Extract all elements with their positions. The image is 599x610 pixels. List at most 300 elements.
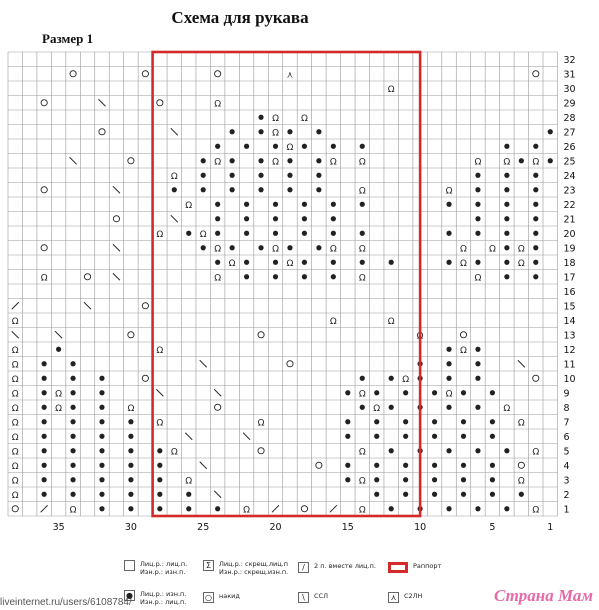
yarn-over-circle — [41, 187, 47, 193]
ssk-mark — [200, 462, 207, 469]
row-number: 13 — [563, 330, 576, 342]
twisted-stitch-mark: Ω — [272, 244, 279, 255]
twisted-stitch-mark: Ω — [460, 345, 467, 356]
size-label: Размер 1 — [42, 31, 94, 46]
purl-dot — [258, 129, 263, 134]
row-number: 19 — [563, 243, 576, 255]
purl-dot — [360, 202, 365, 207]
row-number: 12 — [563, 344, 576, 356]
purl-dot — [42, 463, 47, 468]
ssk-mark — [113, 273, 120, 280]
row-number: 26 — [563, 141, 576, 153]
purl-dot — [389, 506, 394, 511]
purl-dot — [287, 129, 292, 134]
twisted-stitch-mark: Ω — [474, 273, 482, 284]
legend-item-s2kp — [388, 592, 422, 603]
purl-dot — [42, 405, 47, 410]
purl-dot — [475, 216, 480, 221]
row-number: 21 — [563, 214, 576, 226]
twisted-stitch-mark: Ω — [214, 244, 222, 255]
purl-dot — [446, 260, 451, 265]
twisted-stitch-mark: Ω — [156, 345, 164, 356]
row-number: 17 — [563, 272, 576, 284]
purl-dot — [42, 376, 47, 381]
purl-dot — [490, 434, 495, 439]
row-number: 3 — [563, 475, 570, 487]
twisted-stitch-mark: Ω — [460, 258, 467, 269]
watermark-url: liveinternet.ru/users/6108784/ — [0, 597, 132, 608]
ssk-mark — [214, 491, 221, 498]
double-decrease-icon: ⋏ — [388, 592, 399, 603]
purl-dot — [504, 173, 509, 178]
twisted-stitch-mark: Ω — [257, 418, 265, 429]
legend-text: Изн.р.: скрещ.изн.п. — [219, 568, 289, 576]
purl-dot — [215, 144, 220, 149]
twisted-stitch-mark: Ω — [185, 200, 193, 211]
purl-dot — [316, 129, 321, 134]
legend-item-k2tog — [298, 562, 376, 573]
yarn-over-circle — [518, 462, 524, 468]
purl-dot — [446, 376, 451, 381]
row-number: 29 — [563, 98, 576, 110]
twisted-stitch-mark: Ω — [185, 476, 193, 487]
purl-dot — [331, 144, 336, 149]
purl-dot — [99, 390, 104, 395]
purl-dot — [533, 231, 538, 236]
purl-dot — [128, 419, 133, 424]
purl-dot — [374, 434, 379, 439]
purl-dot — [345, 477, 350, 482]
twisted-stitch-mark: Ω — [11, 345, 19, 356]
ssk-mark — [113, 244, 120, 251]
ssk-mark — [12, 331, 19, 338]
legend-text: Изн.р.: изн.п. — [140, 568, 186, 576]
twisted-stitch-mark: Ω — [358, 505, 366, 516]
purl-dot — [403, 419, 408, 424]
ssk-mark — [84, 302, 91, 309]
yarn-over-circle — [287, 361, 293, 367]
row-number: 20 — [563, 228, 576, 240]
yarn-over-circle — [142, 71, 148, 77]
yarn-over-circle — [99, 129, 105, 135]
purl-dot — [99, 405, 104, 410]
twisted-stitch-mark: Ω — [387, 316, 395, 327]
row-number: 30 — [563, 83, 576, 95]
purl-dot — [302, 216, 307, 221]
twisted-stitch-mark: Ω — [402, 374, 410, 385]
twisted-stitch-mark: Ω — [373, 403, 381, 414]
ssk-mark — [243, 433, 250, 440]
purl-dot — [99, 477, 104, 482]
purl-dot — [128, 448, 133, 453]
purl-dot — [128, 506, 133, 511]
twisted-stitch-mark: Ω — [445, 389, 453, 400]
purl-dot — [504, 202, 509, 207]
twisted-stitch-mark: Ω — [416, 331, 424, 342]
purl-dot — [244, 231, 249, 236]
row-number: 4 — [563, 460, 570, 472]
purl-dot — [56, 347, 61, 352]
yarn-over-circle — [258, 448, 264, 454]
twisted-stitch-mark: Ω — [358, 447, 366, 458]
purl-dot — [302, 231, 307, 236]
purl-dot — [273, 260, 278, 265]
row-number: 25 — [563, 156, 576, 168]
row-number: 22 — [563, 199, 576, 211]
purl-dot — [287, 187, 292, 192]
purl-dot — [42, 390, 47, 395]
twisted-stitch-icon: Ʃ — [203, 560, 214, 571]
purl-dot — [70, 376, 75, 381]
empty-square-icon — [124, 560, 135, 571]
column-number: 5 — [489, 522, 496, 533]
purl-dot — [533, 202, 538, 207]
yarn-over-circle — [41, 245, 47, 251]
purl-dot — [302, 202, 307, 207]
purl-dot — [504, 260, 509, 265]
purl-dot — [475, 202, 480, 207]
legend-item-twisted — [203, 560, 288, 576]
purl-dot — [432, 463, 437, 468]
twisted-stitch-mark: Ω — [199, 229, 207, 240]
purl-dot — [533, 260, 538, 265]
purl-dot — [99, 376, 104, 381]
purl-dot — [360, 144, 365, 149]
purl-dot — [504, 245, 509, 250]
purl-dot — [533, 173, 538, 178]
purl-dot — [201, 187, 206, 192]
purl-dot — [374, 419, 379, 424]
twisted-stitch-mark: Ω — [272, 113, 279, 124]
purl-dot — [230, 129, 235, 134]
purl-dot — [201, 158, 206, 163]
twisted-stitch-mark: Ω — [517, 244, 525, 255]
yarn-over-circle — [215, 404, 221, 410]
purl-dot — [99, 434, 104, 439]
purl-dot — [533, 274, 538, 279]
yarn-over-circle — [84, 274, 90, 280]
purl-dot — [70, 405, 75, 410]
legend-text: Раппорт — [413, 562, 442, 570]
legend-text: 2 п. вместе лиц.п. — [314, 562, 376, 570]
purl-dot — [345, 434, 350, 439]
purl-dot — [70, 477, 75, 482]
purl-dot — [316, 158, 321, 163]
ssk-mark — [98, 99, 105, 106]
twisted-stitch-mark: Ω — [11, 490, 19, 501]
twisted-stitch-mark: Ω — [474, 157, 482, 168]
twisted-stitch-mark: Ω — [272, 157, 279, 168]
purl-dot — [157, 492, 162, 497]
purl-dot — [302, 144, 307, 149]
purl-dot — [432, 434, 437, 439]
row-number: 10 — [563, 373, 576, 385]
yarn-over-circle — [113, 216, 119, 222]
purl-dot — [475, 405, 480, 410]
purl-dot — [157, 506, 162, 511]
legend-text: ССЛ — [314, 592, 328, 600]
twisted-stitch-mark: Ω — [11, 389, 19, 400]
purl-dot — [475, 260, 480, 265]
twisted-stitch-mark: Ω — [329, 157, 337, 168]
purl-dot — [273, 216, 278, 221]
legend-text: Изн.р.: лиц.п. — [140, 598, 187, 606]
purl-dot — [230, 187, 235, 192]
purl-dot — [70, 434, 75, 439]
purl-dot — [504, 187, 509, 192]
purl-dot — [287, 158, 292, 163]
twisted-stitch-mark: Ω — [40, 273, 48, 284]
twisted-stitch-mark: Ω — [11, 418, 19, 429]
twisted-stitch-mark: Ω — [503, 157, 511, 168]
legend-item-repeat — [388, 562, 441, 573]
yarn-over-circle — [12, 506, 18, 512]
column-number: 15 — [341, 522, 354, 533]
column-number: 35 — [52, 522, 65, 533]
purl-dot — [432, 477, 437, 482]
purl-dot — [461, 492, 466, 497]
purl-dot — [403, 492, 408, 497]
row-number: 7 — [563, 417, 570, 429]
purl-dot — [533, 187, 538, 192]
yarn-over-circle — [157, 100, 163, 106]
purl-dot — [70, 390, 75, 395]
ssk-mark — [214, 389, 221, 396]
ssk-mark — [518, 360, 525, 367]
purl-dot — [273, 202, 278, 207]
purl-dot — [70, 448, 75, 453]
ssk-mark — [171, 128, 178, 135]
purl-dot — [519, 492, 524, 497]
purl-dot — [461, 419, 466, 424]
watermark-logo: Страна Мам — [493, 586, 593, 605]
purl-dot — [230, 173, 235, 178]
row-number: 32 — [563, 54, 576, 66]
purl-dot — [157, 448, 162, 453]
row-number: 23 — [563, 185, 576, 197]
legend-text: Лиц.р.: лиц.п. — [140, 560, 188, 568]
slash-icon: / — [298, 562, 309, 573]
twisted-stitch-mark: Ω — [460, 244, 467, 255]
purl-dot — [403, 390, 408, 395]
row-number: 28 — [563, 112, 576, 124]
purl-dot — [70, 419, 75, 424]
purl-dot — [201, 245, 206, 250]
purl-dot — [461, 390, 466, 395]
purl-dot — [99, 419, 104, 424]
purl-dot — [331, 274, 336, 279]
purl-dot — [403, 477, 408, 482]
k2tog-mark — [330, 505, 337, 512]
yarn-over-circle — [301, 506, 307, 512]
twisted-stitch-mark: Ω — [286, 258, 294, 269]
purl-dot — [316, 173, 321, 178]
purl-dot — [316, 187, 321, 192]
purl-dot — [389, 260, 394, 265]
twisted-stitch-mark: Ω — [358, 157, 366, 168]
repeat-box-icon — [388, 562, 408, 573]
circle-icon: ○ — [203, 592, 214, 603]
purl-dot — [490, 477, 495, 482]
twisted-stitch-mark: Ω — [488, 244, 496, 255]
purl-dot — [42, 419, 47, 424]
twisted-stitch-mark: Ω — [127, 403, 135, 414]
yarn-over-circle — [316, 462, 322, 468]
purl-dot — [258, 158, 263, 163]
row-number: 27 — [563, 127, 576, 139]
row-number: 9 — [563, 388, 570, 400]
purl-dot — [374, 390, 379, 395]
yarn-over-circle — [533, 375, 539, 381]
twisted-stitch-mark: Ω — [214, 157, 222, 168]
purl-dot — [128, 463, 133, 468]
purl-dot — [215, 202, 220, 207]
purl-dot — [360, 231, 365, 236]
purl-dot — [461, 434, 466, 439]
purl-dot — [172, 187, 177, 192]
purl-dot — [128, 477, 133, 482]
purl-dot — [128, 434, 133, 439]
purl-dot — [157, 477, 162, 482]
purl-dot — [533, 216, 538, 221]
purl-dot — [504, 144, 509, 149]
yarn-over-circle — [258, 332, 264, 338]
purl-dot — [389, 448, 394, 453]
twisted-stitch-mark: Ω — [532, 505, 540, 516]
twisted-stitch-mark: Ω — [358, 273, 366, 284]
purl-dot — [475, 448, 480, 453]
twisted-stitch-mark: Ω — [11, 447, 19, 458]
purl-dot — [504, 231, 509, 236]
purl-dot — [273, 274, 278, 279]
purl-dot — [186, 506, 191, 511]
row-number: 8 — [563, 402, 570, 414]
purl-dot — [258, 187, 263, 192]
purl-dot — [403, 463, 408, 468]
purl-dot — [446, 361, 451, 366]
purl-dot — [70, 492, 75, 497]
twisted-stitch-mark: Ω — [517, 476, 525, 487]
purl-dot — [504, 274, 509, 279]
purl-dot — [244, 144, 249, 149]
legend-item-purl — [124, 590, 186, 606]
purl-dot — [287, 245, 292, 250]
purl-dot — [186, 231, 191, 236]
purl-dot — [273, 144, 278, 149]
purl-dot — [244, 274, 249, 279]
twisted-stitch-mark: Ω — [329, 316, 337, 327]
twisted-stitch-mark: Ω — [156, 229, 164, 240]
purl-dot — [331, 216, 336, 221]
purl-dot — [490, 492, 495, 497]
twisted-stitch-mark: Ω — [170, 447, 178, 458]
twisted-stitch-mark: Ω — [532, 447, 540, 458]
purl-dot — [461, 463, 466, 468]
double-decrease-mark: ⋏ — [286, 70, 294, 81]
ssk-mark — [55, 331, 62, 338]
purl-dot — [128, 492, 133, 497]
twisted-stitch-mark: Ω — [300, 113, 308, 124]
purl-dot — [475, 231, 480, 236]
purl-dot — [374, 463, 379, 468]
purl-dot — [345, 463, 350, 468]
twisted-stitch-mark: Ω — [517, 258, 525, 269]
twisted-stitch-mark: Ω — [503, 403, 511, 414]
row-number: 16 — [563, 286, 576, 298]
yarn-over-circle — [41, 100, 47, 106]
column-number: 1 — [547, 522, 554, 533]
k2tog-mark — [272, 505, 279, 512]
purl-dot — [360, 376, 365, 381]
legend-text: Лиц.р.: скрещ.лиц.п — [219, 560, 288, 568]
purl-dot — [302, 274, 307, 279]
purl-dot — [186, 492, 191, 497]
purl-dot — [374, 477, 379, 482]
dot-icon: ● — [124, 590, 135, 601]
purl-dot — [331, 231, 336, 236]
purl-dot — [461, 477, 466, 482]
ssk-mark — [185, 433, 192, 440]
row-number: 2 — [563, 489, 570, 501]
grid-lines — [8, 52, 557, 516]
purl-dot — [99, 463, 104, 468]
column-number: 10 — [414, 522, 427, 533]
purl-dot — [475, 347, 480, 352]
twisted-stitch-mark: Ω — [329, 244, 337, 255]
purl-dot — [201, 173, 206, 178]
twisted-stitch-mark: Ω — [228, 258, 236, 269]
yarn-over-circle — [128, 158, 134, 164]
purl-dot — [446, 506, 451, 511]
purl-dot — [70, 361, 75, 366]
k2tog-mark — [41, 505, 48, 512]
twisted-stitch-mark: Ω — [387, 84, 395, 95]
twisted-stitch-mark: Ω — [11, 374, 19, 385]
purl-dot — [42, 477, 47, 482]
purl-dot — [519, 158, 524, 163]
purl-dot — [99, 448, 104, 453]
purl-dot — [258, 245, 263, 250]
purl-dot — [157, 463, 162, 468]
twisted-stitch-mark: Ω — [55, 403, 63, 414]
row-number: 15 — [563, 301, 576, 313]
twisted-stitch-mark: Ω — [358, 244, 366, 255]
purl-dot — [42, 434, 47, 439]
chart-title: Схема для рукава — [171, 8, 309, 27]
twisted-stitch-mark: Ω — [11, 476, 19, 487]
purl-dot — [273, 231, 278, 236]
twisted-stitch-mark: Ω — [11, 316, 19, 327]
purl-dot — [215, 231, 220, 236]
purl-dot — [287, 173, 292, 178]
column-number: 30 — [124, 522, 137, 533]
purl-dot — [490, 419, 495, 424]
twisted-stitch-mark: Ω — [272, 128, 279, 139]
twisted-stitch-mark: Ω — [11, 432, 19, 443]
purl-dot — [432, 492, 437, 497]
ssk-mark — [156, 389, 163, 396]
row-number: 14 — [563, 315, 576, 327]
purl-dot — [42, 361, 47, 366]
legend-text: Лиц.р.: изн.п. — [140, 590, 187, 598]
k2tog-mark — [12, 302, 19, 309]
purl-dot — [446, 202, 451, 207]
purl-dot — [258, 115, 263, 120]
purl-dot — [432, 419, 437, 424]
purl-dot — [42, 492, 47, 497]
purl-dot — [475, 506, 480, 511]
twisted-stitch-mark: Ω — [214, 99, 222, 110]
